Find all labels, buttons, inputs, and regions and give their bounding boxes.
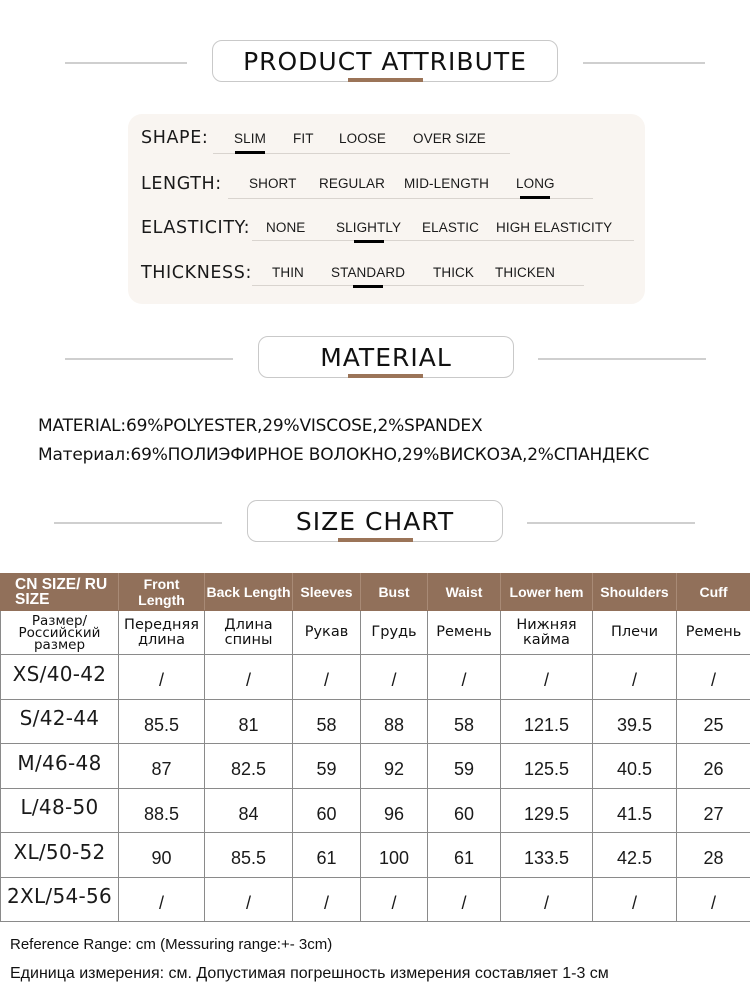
table-cell: 28 xyxy=(677,833,750,878)
table-cell: 121.5 xyxy=(501,699,593,744)
col-header-front-length: Front Length xyxy=(119,574,205,611)
option-thick: THICK xyxy=(433,265,474,280)
divider-right xyxy=(538,358,706,360)
title-accent-bar xyxy=(338,538,413,542)
col-header-waist: Waist xyxy=(428,574,501,611)
divider-right xyxy=(527,522,695,524)
table-cell: / xyxy=(593,877,677,922)
table-row xyxy=(1,788,750,833)
option-slim: SLIM xyxy=(234,131,266,146)
divider-left xyxy=(54,522,222,524)
divider-right xyxy=(583,62,705,64)
table-cell: 90 xyxy=(119,833,205,878)
divider-left xyxy=(65,62,187,64)
table-cell: 58 xyxy=(428,699,501,744)
size-cell: XS/40-42 xyxy=(1,655,119,700)
table-cell: 61 xyxy=(428,833,501,878)
col-header-bust-ru: Грудь xyxy=(361,611,428,655)
option-none: NONE xyxy=(266,220,306,235)
section-title: MATERIAL xyxy=(320,342,452,372)
title-accent-bar xyxy=(348,78,423,82)
table-cell: 39.5 xyxy=(593,699,677,744)
attribute-label: THICKNESS: xyxy=(141,263,252,283)
header-row-en xyxy=(1,574,750,611)
table-cell: / xyxy=(593,655,677,700)
header-row-ru xyxy=(1,611,750,655)
size-cell: L/48-50 xyxy=(1,788,119,833)
attribute-row-thickness xyxy=(128,261,645,301)
size-cell: 2XL/54-56 xyxy=(1,877,119,922)
table-cell: 85.5 xyxy=(119,699,205,744)
table-cell: 92 xyxy=(361,744,428,789)
col-header-cuff: Cuff xyxy=(677,574,750,611)
material-en xyxy=(38,416,482,436)
table-cell: / xyxy=(428,655,501,700)
row-underline xyxy=(252,285,584,286)
table-row xyxy=(1,744,750,789)
col-header-bust: Bust xyxy=(361,574,428,611)
size-cell: M/46-48 xyxy=(1,744,119,789)
size-cell: XL/50-52 xyxy=(1,833,119,878)
col-header-shoulders: Shoulders xyxy=(593,574,677,611)
footnote-ru: Единица измерения: см. Допустимая погрешность измерения составляет 1-3 см xyxy=(10,965,609,982)
section-title: PRODUCT ATTRIBUTE xyxy=(243,46,527,76)
table-cell: / xyxy=(501,877,593,922)
table-cell: / xyxy=(428,877,501,922)
option-loose: LOOSE xyxy=(339,131,387,146)
table-cell: 85.5 xyxy=(205,833,293,878)
section-title-pill xyxy=(212,40,558,82)
option-mid-length: MID-LENGTH xyxy=(404,176,489,191)
table-cell: 58 xyxy=(293,699,361,744)
option-thin: THIN xyxy=(272,265,304,280)
option-regular: REGULAR xyxy=(319,176,385,191)
attribute-label: ELASTICITY: xyxy=(141,218,251,238)
table-cell: 88.5 xyxy=(119,788,205,833)
col-header-front-length-ru: Передняя длина xyxy=(119,611,205,655)
col-header-shoulders-ru: Плечи xyxy=(593,611,677,655)
table-cell: 96 xyxy=(361,788,428,833)
attribute-row-shape xyxy=(128,126,645,166)
material-en-value: 69%POLYESTER,29%VISCOSE,2%SPANDEX xyxy=(125,416,483,436)
table-cell: 82.5 xyxy=(205,744,293,789)
section-header-size-chart xyxy=(0,498,750,548)
col-header-back-length-ru: Длина спины xyxy=(205,611,293,655)
table-cell: 41.5 xyxy=(593,788,677,833)
col-header-size-ru: Размер/ Российский размер xyxy=(1,611,119,655)
section-header-product-attribute xyxy=(0,38,750,88)
col-header-back-length: Back Length xyxy=(205,574,293,611)
col-header-size: CN SIZE/ RU SIZE xyxy=(1,574,119,611)
table-cell: 42.5 xyxy=(593,833,677,878)
option-short: SHORT xyxy=(249,176,297,191)
table-cell: 125.5 xyxy=(501,744,593,789)
table-row xyxy=(1,699,750,744)
option-standard: STANDARD xyxy=(331,265,406,280)
table-cell: 59 xyxy=(428,744,501,789)
table-row xyxy=(1,655,750,700)
table-cell: 40.5 xyxy=(593,744,677,789)
attribute-row-elasticity xyxy=(128,216,645,256)
title-accent-bar xyxy=(348,374,423,378)
table-cell: 133.5 xyxy=(501,833,593,878)
footnote-en: Reference Range: cm (Messuring range:+- 3cm) xyxy=(10,936,333,953)
attribute-panel xyxy=(128,114,645,304)
table-cell: / xyxy=(361,655,428,700)
option-elastic: ELASTIC xyxy=(422,220,479,235)
table-cell: 25 xyxy=(677,699,750,744)
option-slightly: SLIGHTLY xyxy=(336,220,402,235)
table-cell: 26 xyxy=(677,744,750,789)
material-ru-value: 69%ПОЛИЭФИРНОЕ ВОЛОКНО,29%ВИСКОЗА,2%СПАНДЕКС xyxy=(130,445,650,465)
table-cell: / xyxy=(677,655,750,700)
size-cell: S/42-44 xyxy=(1,699,119,744)
table-cell: / xyxy=(293,655,361,700)
col-header-sleeves: Sleeves xyxy=(293,574,361,611)
table-cell: / xyxy=(677,877,750,922)
table-cell: / xyxy=(293,877,361,922)
attribute-row-length xyxy=(128,171,645,211)
table-cell: / xyxy=(119,877,205,922)
material-ru xyxy=(38,445,649,465)
table-cell: 129.5 xyxy=(501,788,593,833)
col-header-sleeves-ru: Рукав xyxy=(293,611,361,655)
material-en-label: MATERIAL: xyxy=(38,416,126,436)
col-header-lower-hem: Lower hem xyxy=(501,574,593,611)
option-thicken: THICKEN xyxy=(495,265,555,280)
table-cell: / xyxy=(205,877,293,922)
option-high-elasticity: HIGH ELASTICITY xyxy=(496,220,613,235)
option-fit: FIT xyxy=(293,131,314,146)
table-cell: 81 xyxy=(205,699,293,744)
table-row xyxy=(1,877,750,922)
col-header-lower-hem-ru: Нижняя кайма xyxy=(501,611,593,655)
divider-left xyxy=(65,358,233,360)
col-header-cuff-ru: Ремень xyxy=(677,611,750,655)
option-over-size: OVER SIZE xyxy=(413,131,486,146)
table-cell: 59 xyxy=(293,744,361,789)
section-title-pill xyxy=(258,336,514,378)
table-cell: / xyxy=(501,655,593,700)
table-cell: / xyxy=(205,655,293,700)
table-cell: / xyxy=(361,877,428,922)
material-ru-label: Материал: xyxy=(38,445,131,465)
attribute-label: LENGTH: xyxy=(141,174,222,194)
option-long: LONG xyxy=(516,176,555,191)
row-underline xyxy=(252,240,634,241)
section-header-material xyxy=(0,334,750,384)
table-cell: 84 xyxy=(205,788,293,833)
table-cell: 87 xyxy=(119,744,205,789)
size-chart-table xyxy=(0,573,750,922)
section-title-pill xyxy=(247,500,503,542)
table-cell: / xyxy=(119,655,205,700)
table-cell: 60 xyxy=(428,788,501,833)
table-row xyxy=(1,833,750,878)
table-cell: 27 xyxy=(677,788,750,833)
section-title: SIZE CHART xyxy=(295,506,455,536)
table-cell: 100 xyxy=(361,833,428,878)
table-cell: 60 xyxy=(293,788,361,833)
col-header-waist-ru: Ремень xyxy=(428,611,501,655)
attribute-label: SHAPE: xyxy=(141,128,209,148)
table-cell: 61 xyxy=(293,833,361,878)
table-cell: 88 xyxy=(361,699,428,744)
